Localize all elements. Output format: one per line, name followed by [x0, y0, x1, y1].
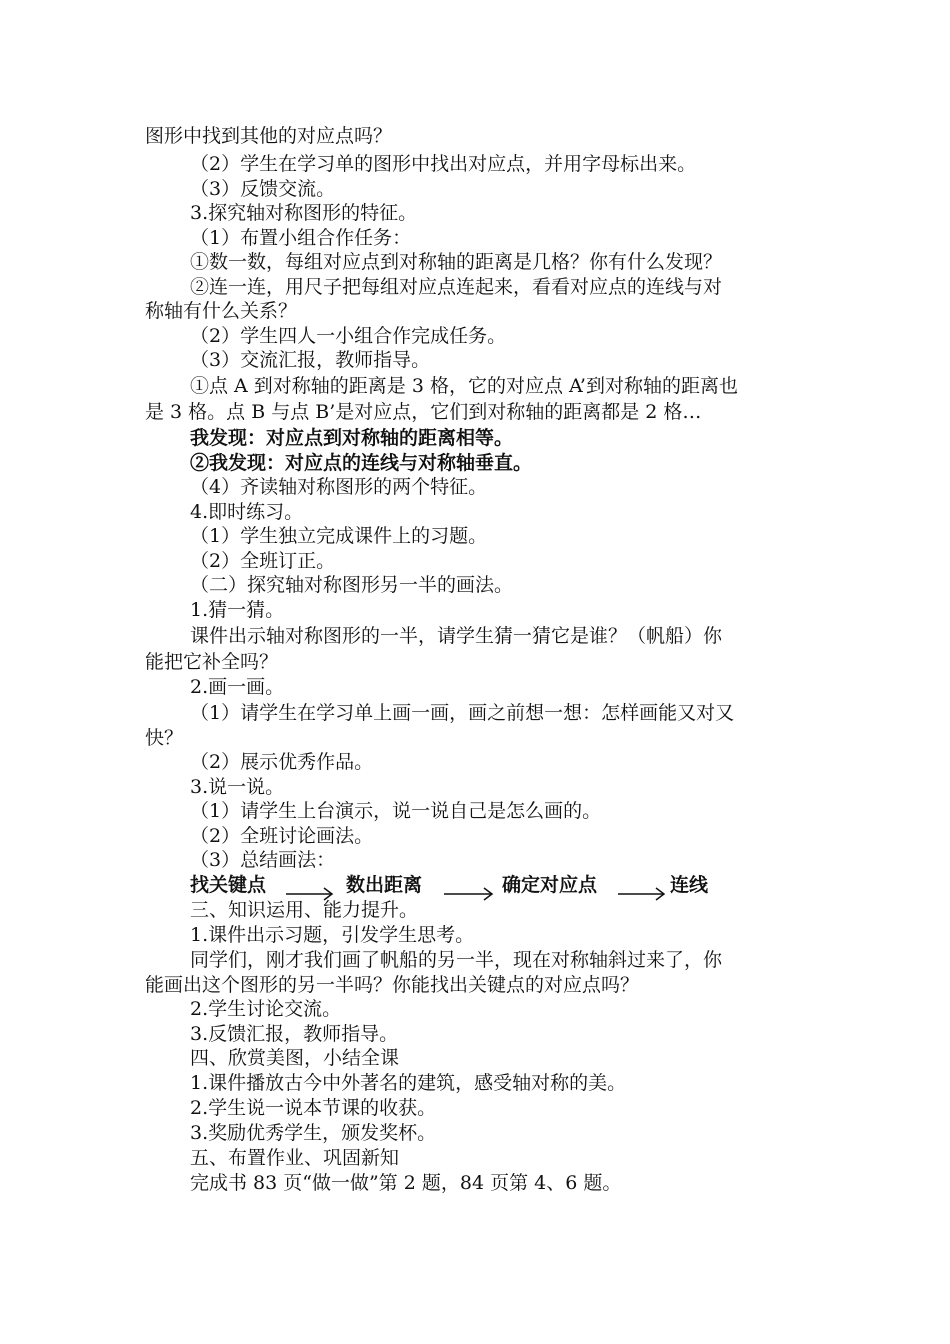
text-line: 3.探究轴对称图形的特征。	[190, 202, 418, 224]
text-line: （1）请学生在学习单上画一画，画之前想一想：怎样画能又对又	[190, 702, 735, 724]
text-line: （2）全班订正。	[190, 550, 336, 572]
text-line: 课件出示轴对称图形的一半，请学生猜一猜它是谁？（帆船）你	[190, 625, 723, 647]
text-line: 3.奖励优秀学生，颁发奖杯。	[190, 1122, 437, 1144]
flow-step: 连线	[670, 874, 709, 896]
text-line: （4）齐读轴对称图形的两个特征。	[190, 476, 488, 498]
section-heading: 四、欣赏美图，小结全课	[190, 1047, 400, 1069]
text-line: 2.画一画。	[190, 676, 285, 698]
flow-step: 确定对应点	[502, 874, 598, 896]
text-line: 2.学生讨论交流。	[190, 998, 342, 1020]
text-line: 4.即时练习。	[190, 501, 304, 523]
text-line: 1.课件出示习题，引发学生思考。	[190, 924, 475, 946]
text-line: （3）交流汇报，教师指导。	[190, 349, 431, 371]
flow-step: 找关键点	[190, 874, 267, 896]
text-line: 完成书 83 页“做一做”第 2 题，84 页第 4、6 题。	[190, 1172, 622, 1194]
text-line: 是 3 格。点 B 与点 B’是对应点，它们到对称轴的距离都是 2 格…	[145, 401, 702, 423]
text-line: 3.反馈汇报，教师指导。	[190, 1023, 399, 1045]
text-line: 能把它补全吗？	[145, 651, 279, 673]
text-line: （2）学生在学习单的图形中找出对应点，并用字母标出来。	[190, 153, 697, 175]
text-line: （3）总结画法：	[190, 849, 336, 871]
text-line: （2）学生四人一小组合作完成任务。	[190, 325, 507, 347]
text-line: 快？	[145, 727, 184, 749]
text-line: ①点 A 到对称轴的距离是 3 格，它的对应点 A’到对称轴的距离也	[190, 375, 738, 397]
text-line: 1.猜一猜。	[190, 599, 285, 621]
flow-step: 数出距离	[346, 874, 423, 896]
text-line: 3.说一说。	[190, 776, 285, 798]
text-line: ①数一数，每组对应点到对称轴的距离是几格？你有什么发现？	[190, 251, 723, 273]
text-line: （2）展示优秀作品。	[190, 751, 374, 773]
text-line: 同学们，刚才我们画了帆船的另一半，现在对称轴斜过来了，你	[190, 949, 723, 971]
text-line: （2）全班讨论画法。	[190, 825, 374, 847]
section-heading: 五、布置作业、巩固新知	[190, 1147, 400, 1169]
text-line: （1）学生独立完成课件上的习题。	[190, 525, 488, 547]
finding-line: ②我发现：对应点的连线与对称轴垂直。	[190, 452, 533, 474]
text-line: 能画出这个图形的另一半吗？你能找出关键点的对应点吗？	[145, 974, 640, 996]
text-line: （3）反馈交流。	[190, 178, 336, 200]
text-line: 2.学生说一说本节课的收获。	[190, 1097, 437, 1119]
section-heading: 三、知识运用、能力提升。	[190, 899, 419, 921]
text-line: （1）请学生上台演示，说一说自己是怎么画的。	[190, 800, 602, 822]
text-line: （二）探究轴对称图形另一半的画法。	[190, 574, 514, 596]
text-line: ②连一连，用尺子把每组对应点连起来，看看对应点的连线与对	[190, 276, 723, 298]
finding-line: 我发现：对应点到对称轴的距离相等。	[190, 427, 514, 449]
text-line: 图形中找到其他的对应点吗？	[145, 125, 393, 147]
text-line: 1.课件播放古今中外著名的建筑，感受轴对称的美。	[190, 1072, 627, 1094]
text-line: （1）布置小组合作任务：	[190, 227, 412, 249]
text-line: 称轴有什么关系？	[145, 300, 298, 322]
